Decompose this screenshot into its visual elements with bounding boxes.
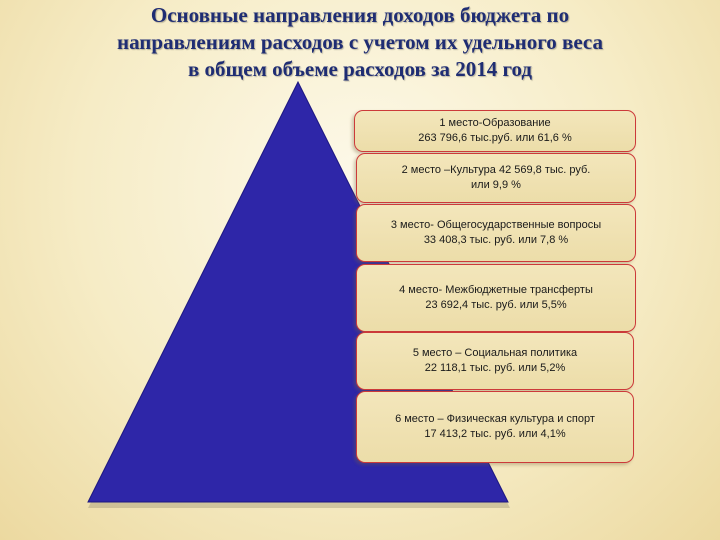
rank-card-6-text: 6 место – Физическая культура и спорт 17 413,2 тыс. руб. или 4,1% (395, 413, 595, 440)
rank-card-6 (356, 391, 634, 463)
rank-card-1 (354, 110, 636, 152)
rank-card-2 (356, 153, 636, 203)
rank-card-1-text: 1 место-Образование 263 796,6 тыс.руб. или 61,6 % (418, 117, 572, 144)
rank-card-2-text: 2 место –Культура 42 569,8 тыс. руб. или 9,9 % (401, 164, 591, 191)
title-line-2: направлениям расходов с учетом их удельного веса (116, 30, 604, 54)
rank-card-3 (356, 204, 636, 262)
rank-card-5 (356, 332, 634, 390)
rank-card-3-text: 3 место- Общегосударственные вопросы 33 408,3 тыс. руб. или 7,8 % (390, 219, 602, 246)
title-line-3: в общем объеме расходов за 2014 год (187, 57, 533, 81)
title-line-1: Основные направления доходов бюджета по (150, 3, 570, 27)
rank-card-5-text: 5 место – Социальная политика 22 118,1 тыс. руб. или 5,2% (412, 347, 578, 374)
rank-card-4-text: 4 место- Межбюджетные трансферты 23 692,4 тыс. руб. или 5,5% (399, 284, 593, 311)
rank-card-4 (356, 264, 636, 332)
